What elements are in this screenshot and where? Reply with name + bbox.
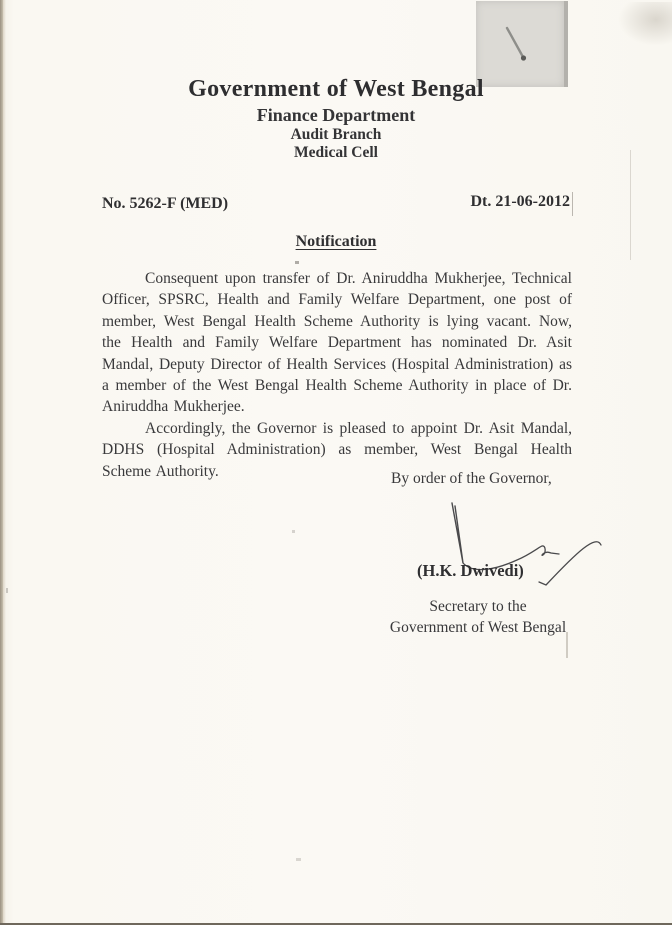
department-name: Finance Department bbox=[256, 105, 416, 125]
scan-speck bbox=[6, 588, 8, 593]
pen-mark-icon bbox=[476, 1, 564, 87]
memo-date: Dt. 21-06-2012 bbox=[470, 193, 570, 210]
notification-heading bbox=[0, 233, 672, 251]
scan-speck bbox=[295, 261, 299, 264]
signatory-name: (H.K. Dwivedi) bbox=[417, 561, 524, 580]
scan-speck bbox=[292, 530, 295, 533]
scan-streak-right bbox=[630, 150, 631, 260]
notification-heading-text: Notification bbox=[295, 233, 377, 250]
designation-line-2: Government of West Bengal bbox=[389, 618, 567, 636]
designation-line-1: Secretary to the bbox=[429, 598, 527, 615]
scan-streak-right-lower bbox=[566, 632, 568, 658]
gray-note-box bbox=[476, 1, 568, 87]
signature-mark bbox=[425, 494, 625, 602]
scan-smudge bbox=[618, 2, 672, 46]
cell-name: Medical Cell bbox=[294, 144, 378, 161]
scan-streak-after-date bbox=[572, 192, 573, 216]
document-title: Government of West Bengal bbox=[188, 76, 484, 102]
branch-name: Audit Branch bbox=[290, 126, 382, 143]
memo-number: No. 5262-F (MED) bbox=[102, 195, 229, 212]
by-order-line: By order of the Governor, bbox=[391, 470, 552, 487]
scan-speck bbox=[296, 858, 301, 861]
signatory-designation bbox=[378, 597, 578, 638]
body-paragraph-1: Consequent upon transfer of Dr. Aniruddha Mukherjee, Technical Officer, SPSRC, Health and Family Welfare Department, one post of member, West Bengal Health Scheme Authority is lying vacant. Now, the Health and Family Welfare Department has nominated Dr. Asit Mandal, Deputy Director of Health Services (Hospital Administration) as a member of the West Bengal Health Scheme Authority in place of Dr. Aniruddha Mukherjee. bbox=[102, 270, 572, 416]
body-paragraph-2: Accordingly, the Governor is pleased to appoint Dr. Asit Mandal, DDHS (Hospital Administration) as member, West Bengal Health Scheme Authority. bbox=[102, 419, 572, 480]
notification-body bbox=[102, 268, 572, 482]
